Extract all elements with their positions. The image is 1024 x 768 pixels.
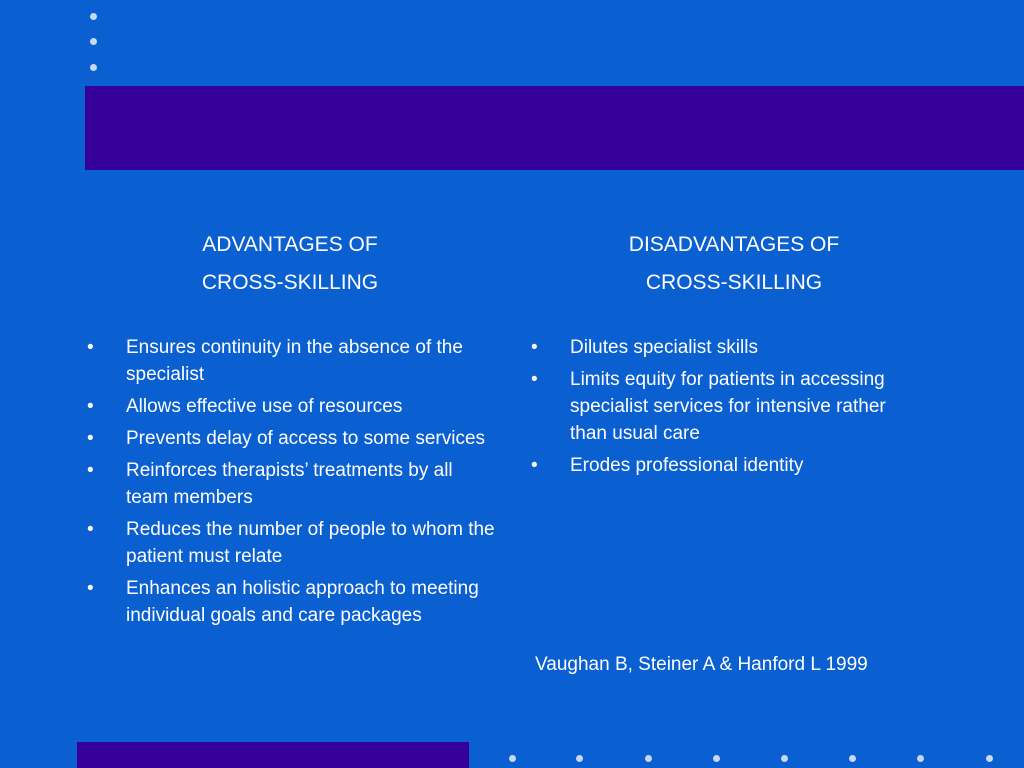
advantages-item: • Ensures continuity in the absence of the specialist	[87, 334, 497, 388]
decorative-dot-bottom-8	[986, 755, 993, 762]
decorative-dot-bottom-5	[781, 755, 788, 762]
advantages-item: • Reinforces therapists’ treatments by all team members	[87, 457, 497, 511]
advantages-item: • Prevents delay of access to some services	[87, 425, 497, 452]
decorative-dot-bottom-3	[645, 755, 652, 762]
advantages-item: • Reduces the number of people to whom the patient must relate	[87, 516, 497, 570]
advantages-item: • Enhances an holistic approach to meeting individual goals and care packages	[87, 575, 497, 629]
advantages-list	[87, 334, 497, 634]
decorative-dot-top-1	[90, 13, 97, 20]
decorative-dot-bottom-7	[917, 755, 924, 762]
disadvantages-item: • Erodes professional identity	[531, 452, 901, 479]
advantages-heading-line1: ADVANTAGES OF	[202, 233, 378, 256]
decorative-dot-bottom-6	[849, 755, 856, 762]
disadvantages-heading	[584, 226, 884, 302]
decorative-dot-bottom-1	[509, 755, 516, 762]
disadvantages-heading-line1: DISADVANTAGES OF	[628, 233, 840, 256]
bottom-band	[77, 742, 469, 768]
disadvantages-list	[531, 334, 901, 484]
top-title-band	[85, 86, 1024, 170]
advantages-heading	[140, 226, 440, 302]
advantages-heading-line2: CROSS-SKILLING	[201, 271, 379, 294]
disadvantages-item: • Limits equity for patients in accessing specialist services for intensive rather than usual care	[531, 366, 901, 447]
disadvantages-heading-line2: CROSS-SKILLING	[645, 271, 823, 294]
decorative-dot-top-2	[90, 38, 97, 45]
decorative-dot-bottom-2	[576, 755, 583, 762]
citation: Vaughan B, Steiner A & Hanford L 1999	[535, 654, 868, 675]
disadvantages-item: • Dilutes specialist skills	[531, 334, 901, 361]
decorative-dot-top-3	[90, 64, 97, 71]
advantages-item: • Allows effective use of resources	[87, 393, 497, 420]
decorative-dot-bottom-4	[713, 755, 720, 762]
